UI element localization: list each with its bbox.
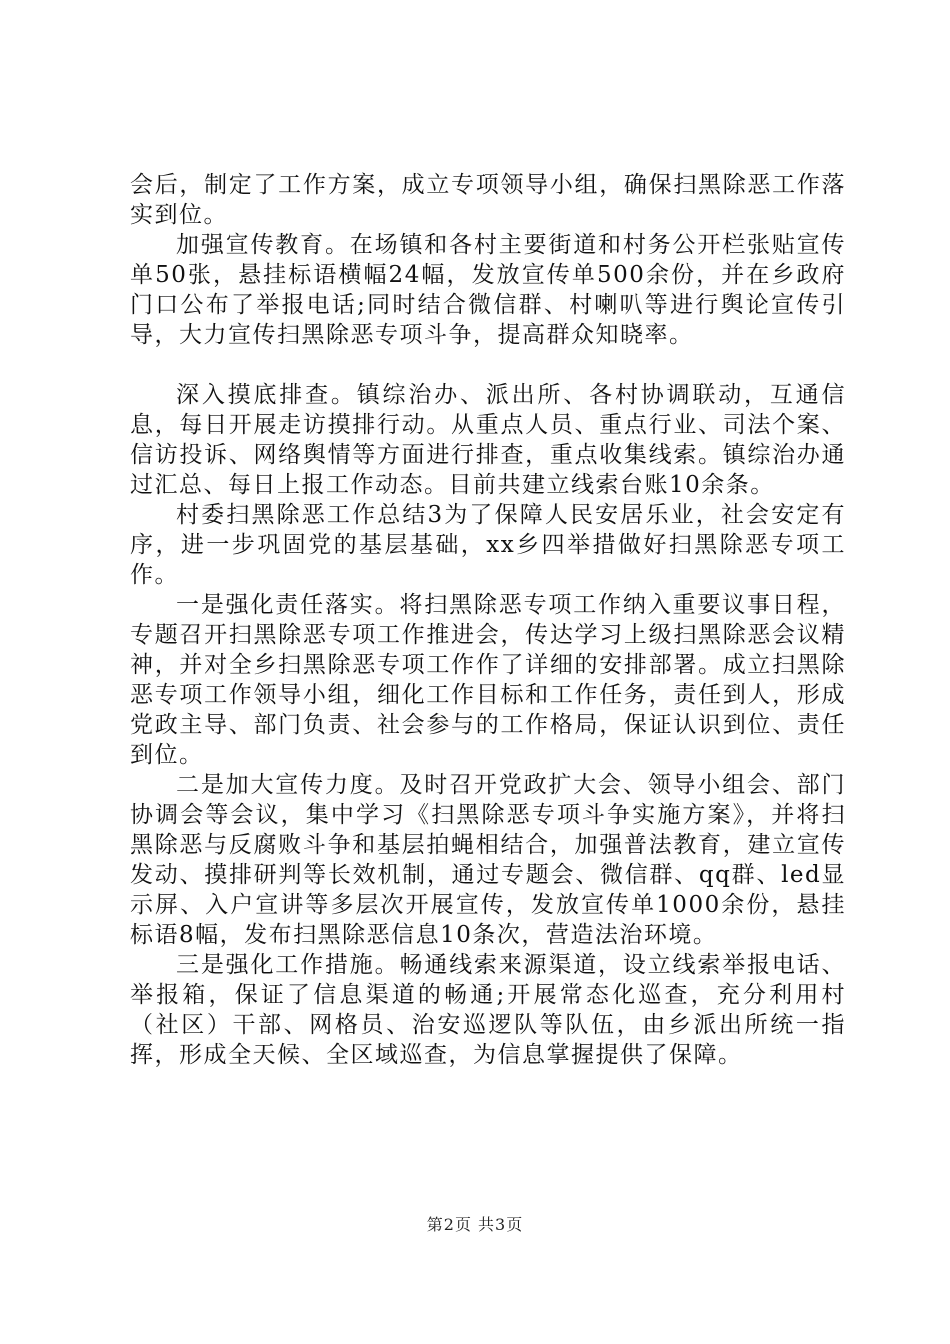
page-footer [0, 1212, 950, 1235]
paragraph-summary-intro: 村委扫黑除恶工作总结3为了保障人民安居乐业，社会安定有序，进一步巩固党的基层基础，xx乡四举措做好扫黑除恶专项工作。 [130, 502, 846, 588]
paragraph-investigation: 深入摸底排查。镇综治办、派出所、各村协调联动，互通信息，每日开展走访摸排行动。从重点人员、重点行业、司法个案、信访投诉、网络舆情等方面进行排查，重点收集线索。镇综治办通过汇总、每日上报工作动态。目前共建立线索台账10余条。 [130, 382, 846, 498]
page-number-label: 第2页 共3页 [426, 1215, 524, 1234]
paragraph-work-measures: 三是强化工作措施。畅通线索来源渠道，设立线索举报电话、举报箱，保证了信息渠道的畅通;开展常态化巡查，充分利用村（社区）干部、网格员、治安巡逻队等队伍，由乡派出所统一指挥，形成全天候、全区域巡查，为信息掌握提供了保障。 [130, 952, 846, 1068]
paragraph-publicity-education: 加强宣传教育。在场镇和各村主要街道和村务公开栏张贴宣传单50张，悬挂标语横幅24幅，发放宣传单500余份，并在乡政府门口公布了举报电话;同时结合微信群、村喇叭等进行舆论宣传引导，大力宣传扫黑除恶专项斗争，提高群众知晓率。 [130, 232, 846, 348]
paragraph-responsibility: 一是强化责任落实。将扫黑除恶专项工作纳入重要议事日程，专题召开扫黑除恶专项工作推进会，传达学习上级扫黑除恶会议精神，并对全乡扫黑除恶专项工作作了详细的安排部署。成立扫黑除恶专项工作领导小组，细化工作目标和工作任务，责任到人，形成党政主导、部门负责、社会参与的工作格局，保证认识到位、责任到位。 [130, 592, 846, 768]
paragraph-publicity-strength: 二是加大宣传力度。及时召开党政扩大会、领导小组会、部门协调会等会议，集中学习《扫黑除恶专项斗争实施方案》，并将扫黑除恶与反腐败斗争和基层拍蝇相结合，加强普法教育，建立宣传发动、摸排研判等长效机制，通过专题会、微信群、qq群、led显示屏、入户宣讲等多层次开展宣传，发放宣传单1000余份，悬挂标语8幅，发布扫黑除恶信息10条次，营造法治环境。 [130, 772, 846, 948]
paragraph-continuation: 会后，制定了工作方案，成立专项领导小组，确保扫黑除恶工作落实到位。 [130, 172, 846, 228]
document-body [130, 170, 846, 1070]
